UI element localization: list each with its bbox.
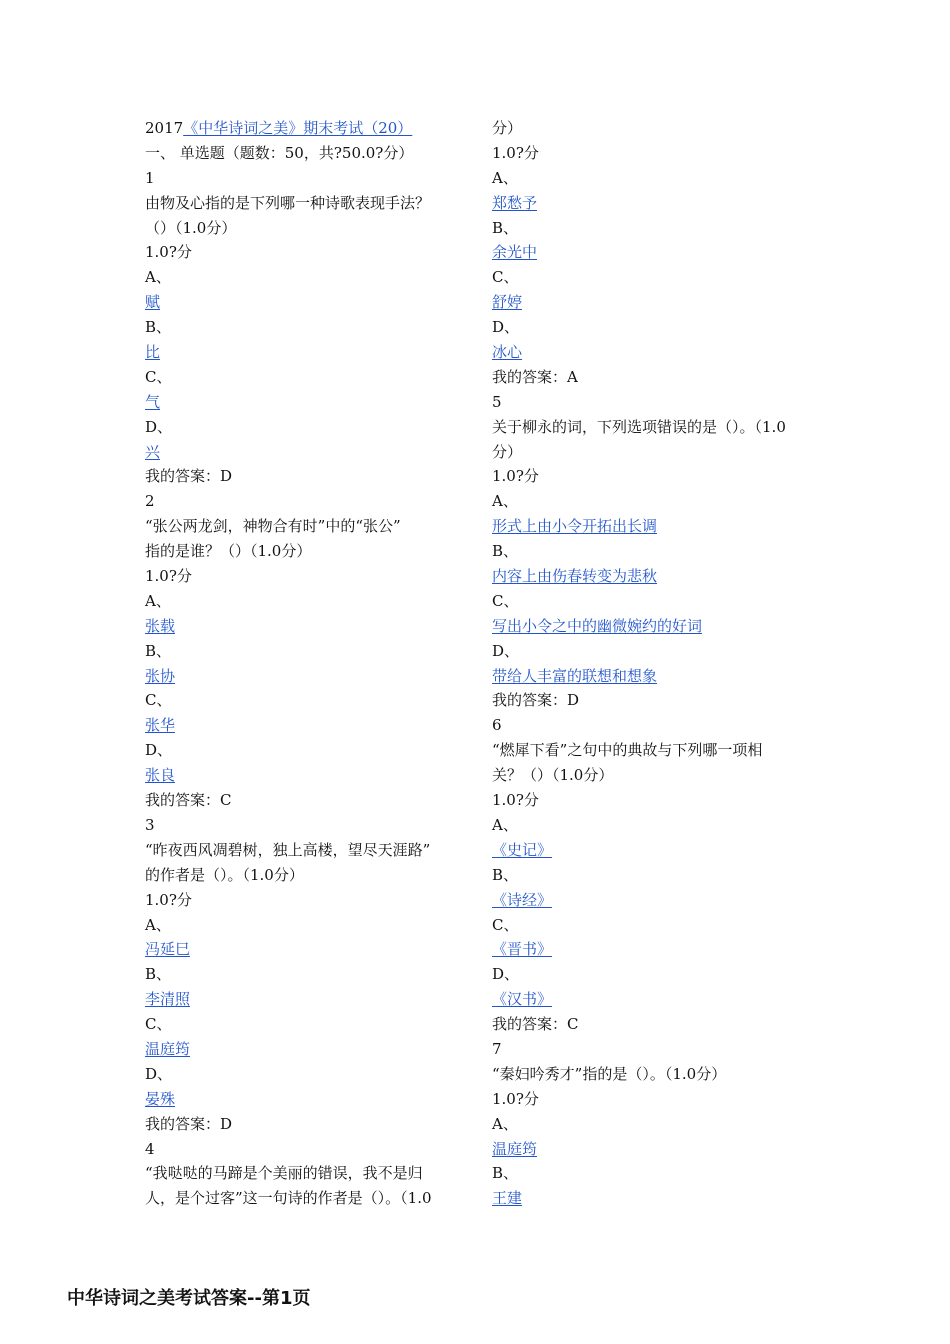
- option-row: [492, 614, 822, 639]
- option-link[interactable]: 张协: [145, 666, 176, 685]
- option-row: [492, 987, 822, 1012]
- option-row: [145, 340, 475, 365]
- text-line: 分）: [492, 442, 523, 461]
- text-line: D、: [145, 741, 173, 760]
- text-line: 1.0?分: [492, 1089, 539, 1108]
- text-line: 我的答案：D: [492, 691, 580, 710]
- option-link[interactable]: 舒婷: [492, 293, 523, 312]
- text-line: 关？（）（1.0分）: [492, 766, 614, 785]
- text-line: A、: [492, 1114, 518, 1133]
- option-link[interactable]: 冯延巳: [145, 940, 191, 959]
- text-line: 指的是谁？（）（1.0分）: [145, 542, 312, 561]
- text-line: C、: [145, 1015, 172, 1034]
- section-heading: 一、 单选题（题数：50，共?50.0?分）: [145, 143, 414, 162]
- text-line: C、: [492, 915, 519, 934]
- option-row: [492, 838, 822, 863]
- text-line: 的作者是（）。（1.0分）: [145, 865, 304, 884]
- text-line: B、: [492, 218, 519, 237]
- text-line: 5: [492, 392, 502, 411]
- text-line: 我的答案：D: [145, 467, 233, 486]
- option-link[interactable]: 王建: [492, 1189, 523, 1208]
- text-line: B、: [145, 641, 172, 660]
- text-line: 6: [492, 716, 502, 735]
- option-row: [492, 664, 822, 689]
- option-row: [492, 340, 822, 365]
- right-question-list: [492, 116, 822, 1211]
- page-footer: 中华诗词之美考试答案--第1页: [67, 1288, 311, 1309]
- doc-title: [145, 116, 475, 141]
- option-link[interactable]: 张载: [145, 616, 176, 635]
- option-link[interactable]: 张良: [145, 766, 176, 785]
- text-line: 1.0?分: [145, 890, 192, 909]
- text-line: 1.0?分: [145, 567, 192, 586]
- option-link[interactable]: 兴: [145, 442, 161, 461]
- option-link[interactable]: 余光中: [492, 243, 538, 262]
- option-row: [492, 1137, 822, 1162]
- option-link[interactable]: 带给人丰富的联想和想象: [492, 666, 658, 685]
- text-line: 我的答案：C: [145, 791, 232, 810]
- option-link[interactable]: 晏殊: [145, 1089, 176, 1108]
- text-line: D、: [492, 965, 520, 984]
- left-question-list: [145, 166, 475, 1211]
- text-line: “昨夜西风凋碧树，独上高楼，望尽天涯路”: [145, 840, 431, 859]
- option-row: [492, 290, 822, 315]
- text-line: A、: [145, 268, 171, 287]
- text-line: 1.0?分: [492, 791, 539, 810]
- option-link[interactable]: 形式上由小令开拓出长调: [492, 517, 658, 536]
- option-row: [145, 1037, 475, 1062]
- option-row: [145, 664, 475, 689]
- text-line: D、: [492, 641, 520, 660]
- option-row: [145, 987, 475, 1012]
- text-line: 我的答案：D: [145, 1114, 233, 1133]
- text-line: 人，是个过客”这一句诗的作者是（）。（1.0: [145, 1189, 432, 1208]
- text-line: 关于柳永的词，下列选项错误的是（）。（1.0: [492, 417, 786, 436]
- option-link[interactable]: 《史记》: [492, 840, 553, 859]
- option-row: [492, 888, 822, 913]
- option-link[interactable]: 赋: [145, 293, 161, 312]
- option-row: [145, 763, 475, 788]
- text-line: 2: [145, 492, 155, 511]
- option-row: [145, 440, 475, 465]
- text-line: C、: [492, 268, 519, 287]
- option-link[interactable]: 温庭筠: [492, 1139, 538, 1158]
- text-line: “秦妇吟秀才”指的是（）。（1.0分）: [492, 1064, 727, 1083]
- option-link[interactable]: 写出小令之中的幽微婉约的好词: [492, 616, 703, 635]
- text-line: B、: [145, 965, 172, 984]
- text-line: “我哒哒的马蹄是个美丽的错误，我不是归: [145, 1164, 423, 1183]
- text-line: A、: [492, 168, 518, 187]
- text-line: 我的答案：C: [492, 1015, 579, 1034]
- text-line: 1: [145, 168, 155, 187]
- text-line: “张公两龙剑，神物合有时”中的“张公”: [145, 517, 401, 536]
- option-link[interactable]: 内容上由伤春转变为悲秋: [492, 567, 658, 586]
- text-line: D、: [492, 318, 520, 337]
- option-row: [145, 713, 475, 738]
- text-line: C、: [145, 691, 172, 710]
- text-line: 我的答案：A: [492, 367, 578, 386]
- option-link[interactable]: 气: [145, 392, 161, 411]
- text-line: D、: [145, 1064, 173, 1083]
- text-line: B、: [145, 318, 172, 337]
- text-line: A、: [492, 492, 518, 511]
- right-column: [492, 116, 822, 1211]
- option-link[interactable]: 《晋书》: [492, 940, 553, 959]
- text-line: 7: [492, 1039, 502, 1058]
- text-line: 由物及心指的是下列哪一种诗歌表现手法？: [145, 193, 431, 212]
- text-line: C、: [145, 367, 172, 386]
- option-row: [492, 191, 822, 216]
- text-line: C、: [492, 591, 519, 610]
- option-link[interactable]: 《汉书》: [492, 990, 553, 1009]
- text-line: 4: [145, 1139, 155, 1158]
- title-prefix: 2017: [145, 119, 184, 137]
- option-row: [492, 240, 822, 265]
- option-row: [492, 937, 822, 962]
- option-link[interactable]: 温庭筠: [145, 1039, 191, 1058]
- option-row: [145, 614, 475, 639]
- option-link[interactable]: 《诗经》: [492, 890, 553, 909]
- text-line: B、: [492, 1164, 519, 1183]
- option-link[interactable]: 郑愁予: [492, 193, 538, 212]
- text-line: 1.0?分: [492, 143, 539, 162]
- option-row: [145, 937, 475, 962]
- text-line: “燃犀下看”之句中的典故与下列哪一项相: [492, 741, 763, 760]
- text-line: B、: [492, 542, 519, 561]
- left-column: [145, 116, 475, 1211]
- option-link[interactable]: 比: [145, 343, 161, 362]
- option-link[interactable]: 李清照: [145, 990, 191, 1009]
- text-line: 分）: [492, 119, 523, 137]
- text-line: A、: [145, 591, 171, 610]
- option-row: [145, 1087, 475, 1112]
- text-line: A、: [492, 815, 518, 834]
- text-line: B、: [492, 865, 519, 884]
- text-line: （）（1.0分）: [145, 218, 237, 237]
- option-row: [145, 290, 475, 315]
- text-line: A、: [145, 915, 171, 934]
- option-row: [492, 514, 822, 539]
- option-link[interactable]: 张华: [145, 716, 176, 735]
- option-link[interactable]: 冰心: [492, 343, 523, 362]
- text-line: 3: [145, 815, 155, 834]
- option-row: [492, 564, 822, 589]
- option-row: [492, 1186, 822, 1211]
- text-line: 1.0?分: [492, 467, 539, 486]
- text-line: 1.0?分: [145, 243, 192, 262]
- option-row: [145, 390, 475, 415]
- title-link[interactable]: 《中华诗词之美》期末考试（20）: [183, 119, 413, 137]
- text-line: D、: [145, 417, 173, 436]
